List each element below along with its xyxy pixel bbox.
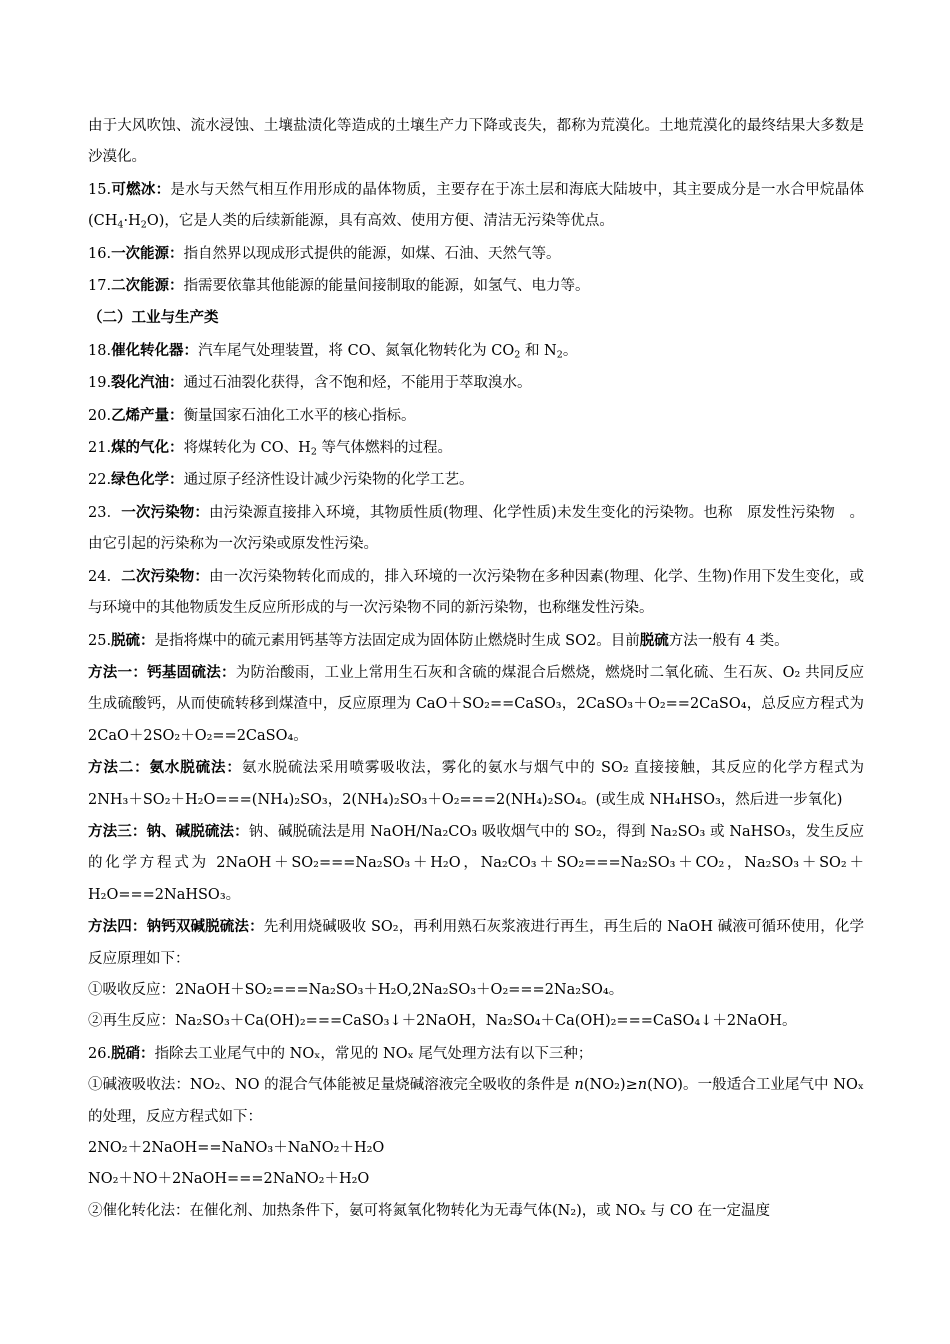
item-18 xyxy=(88,335,864,367)
definition: 指需要依靠其他能源的能量间接制取的能源，如氢气、电力等。 xyxy=(183,278,590,295)
term: 裂化汽油： xyxy=(111,374,184,392)
equation-2: NO₂＋NO＋2NaOH===2NaNO₂＋H₂O xyxy=(88,1171,370,1188)
definition: 通过原子经济性设计减少污染物的化学工艺。 xyxy=(183,472,474,489)
definition: 等气体燃料的过程。 xyxy=(316,440,453,457)
item-number: 22. xyxy=(88,472,112,489)
definition: 。 xyxy=(562,342,578,359)
method-title: 方法四：钠钙双碱脱硫法： xyxy=(88,918,264,936)
item-number: 18. xyxy=(88,342,112,359)
method-1 xyxy=(88,657,864,752)
item-number: 19. xyxy=(88,375,112,392)
subscript: 2 xyxy=(514,349,521,361)
definition: 汽车尾气处理装置，将 CO、氮氧化物转化为 CO xyxy=(198,342,515,359)
item-22 xyxy=(88,464,864,496)
method-text: 先利用烧碱吸收 SO₂，再利用熟石灰浆液进行再生，再生后的 NaOH 碱液可循环使用，化学反应原理如下： xyxy=(88,919,865,967)
item-17 xyxy=(88,270,864,302)
italic-n: n xyxy=(574,1077,584,1094)
definition: O)，它是人类的后续新能源，具有高效、使用方便、清洁无污染等优点。 xyxy=(146,213,614,230)
subscript: 2 xyxy=(556,349,563,361)
definition: ·H xyxy=(123,213,141,230)
definition: 通过石油裂化获得，含不饱和烃，不能用于萃取溴水。 xyxy=(183,375,532,392)
item-16 xyxy=(88,238,864,270)
item-number: 17. xyxy=(88,278,112,295)
method-title: 方法二：氨水脱硫法： xyxy=(88,759,242,777)
reaction-absorption: ①吸收反应：2NaOH＋SO₂===Na₂SO₃＋H₂O,2Na₂SO₃＋O₂===2Na₂SO₄。 xyxy=(88,981,624,998)
subscript: 2 xyxy=(140,219,147,231)
section-title: （二）工业与生产类 xyxy=(88,309,219,327)
term: 脱硝： xyxy=(111,1044,155,1062)
item-25 xyxy=(88,625,864,657)
term: 催化转化器： xyxy=(111,341,199,359)
definition: 和 N xyxy=(520,342,557,359)
definition: 是水与天然气相互作用形成的晶体物质，主要存在于冻土层和海底大陆坡中，其主要成分是一水合甲烷晶体(CH xyxy=(88,181,865,230)
definition: 衡量国家石油化工水平的核心指标。 xyxy=(183,407,416,424)
definition: 方法一般有 4 类。 xyxy=(668,632,789,649)
term: 绿色化学： xyxy=(111,471,184,489)
term: 一次污染物： xyxy=(121,503,209,521)
definition: 将煤转化为 CO、H xyxy=(183,440,311,457)
denitration-method-2: ②催化转化法：在催化剂、加热条件下，氨可将氮氧化物转化为无毒气体(N₂)，或 NOₓ 与 CO 在一定温度 xyxy=(88,1202,770,1219)
item-19 xyxy=(88,367,864,399)
reaction-regeneration: ②再生反应：Na₂SO₃＋Ca(OH)₂===CaSO₃↓＋2NaOH，Na₂SO₄＋Ca(OH)₂===CaSO₄↓＋2NaOH。 xyxy=(88,1013,797,1030)
item-26 xyxy=(88,1038,864,1070)
item-number: 21. xyxy=(88,440,112,457)
method-3 xyxy=(88,816,864,911)
term: 乙烯产量： xyxy=(111,406,184,424)
item-24 xyxy=(88,561,864,625)
term: 脱硫： xyxy=(111,631,155,649)
method-text: ①碱液吸收法：NO₂、NO 的混合气体能被足量烧碱溶液完全吸收的条件是 xyxy=(88,1077,575,1094)
term: 二次能源： xyxy=(111,277,184,295)
subscript: 2 xyxy=(310,446,317,458)
item-number: 23． xyxy=(88,504,122,521)
method-text: (NO)。一般适合工业尾气中 NOₓ 的处理，反应方程式如下： xyxy=(88,1077,864,1125)
term: 一次能源： xyxy=(111,244,184,262)
item-15 xyxy=(88,174,864,238)
term: 煤的气化： xyxy=(111,439,184,457)
section-heading xyxy=(88,302,864,334)
definition: 指除去工业尾气中的 NOₓ，常见的 NOₓ 尾气处理方法有以下三种； xyxy=(154,1045,593,1062)
item-number: 16. xyxy=(88,245,112,262)
italic-n: n xyxy=(637,1077,648,1094)
method-text: 钠、碱脱硫法是用 NaOH/Na₂CO₃ 吸收烟气中的 SO₂，得到 Na₂SO₃ 或 NaHSO₃，发生反应的化学方程式为 2NaOH＋SO₂===Na₂SO₃＋H₂O，Na₂CO₃＋SO₂===Na₂SO₃＋CO₂，Na₂SO₃＋SO₂＋H₂O===2NaHSO₃。 xyxy=(88,823,864,903)
subscript: 4 xyxy=(117,219,124,231)
item-23 xyxy=(88,497,864,561)
term: 可燃冰： xyxy=(111,180,171,198)
item-number: 26. xyxy=(88,1045,112,1062)
item-20 xyxy=(88,400,864,432)
denitration-method-1 xyxy=(88,1070,864,1133)
method-text: (NO₂)≥ xyxy=(583,1077,638,1094)
method-4 xyxy=(88,911,864,975)
method-title: 方法三：钠、碱脱硫法： xyxy=(88,822,249,840)
item-number: 20. xyxy=(88,407,112,424)
document-page xyxy=(88,111,864,1227)
method-title: 方法一：钙基固硫法： xyxy=(88,663,236,681)
definition: 由污染源直接排入环境，其物质性质(物理、化学性质)未发生变化的污染物。也称 原发性污染物 。由它引起的污染称为一次污染或原发性污染。 xyxy=(88,504,865,553)
item-number: 15. xyxy=(88,181,112,198)
term: 二次污染物： xyxy=(121,567,209,585)
definition: 由一次污染物转化而成的，排入环境的一次污染物在多种因素(物理、化学、生物)作用下发生变化，或与环境中的其他物质发生反应所形成的与一次污染物不同的新污染物，也称继发性污染。 xyxy=(88,568,865,617)
method-2 xyxy=(88,752,864,816)
item-21 xyxy=(88,432,864,464)
paragraph-desertification: 由于大风吹蚀、流水浸蚀、土壤盐渍化等造成的土壤生产力下降或丧失，都称为荒漠化。土地荒漠化的最终结果大多数是沙漠化。 xyxy=(88,118,864,166)
equation-1: 2NO₂＋2NaOH==NaNO₃＋NaNO₂＋H₂O xyxy=(88,1140,385,1156)
method-text: 为防治酸雨，工业上常用生石灰和含硫的煤混合后燃烧，燃烧时二氧化硫、生石灰、O₂ 共同反应生成硫酸钙，从而使硫转移到煤渣中，反应原理为 CaO＋SO₂==CaSO₃，2CaSO₃＋O₂==2CaSO₄，总反应方程式为 2CaO＋2SO₂＋O₂==2CaSO₄。 xyxy=(88,664,864,744)
item-number: 24． xyxy=(88,568,122,585)
method-text: 氨水脱硫法采用喷雾吸收法，雾化的氨水与烟气中的 SO₂ 直接接触，其反应的化学方程式为 2NH₃＋SO₂＋H₂O===(NH₄)₂SO₃，2(NH₄)₂SO₃＋O₂===2(NH₄)₂SO₄。(或生成 NH₄HSO₃，然后进一步氧化) xyxy=(88,760,864,808)
definition: 是指将煤中的硫元素用钙基等方法固定成为固体防止燃烧时生成 SO2。目前 xyxy=(154,632,640,649)
emphasis: 脱硫 xyxy=(639,631,669,649)
item-number: 25. xyxy=(88,632,112,649)
definition: 指自然界以现成形式提供的能源，如煤、石油、天然气等。 xyxy=(183,245,561,262)
